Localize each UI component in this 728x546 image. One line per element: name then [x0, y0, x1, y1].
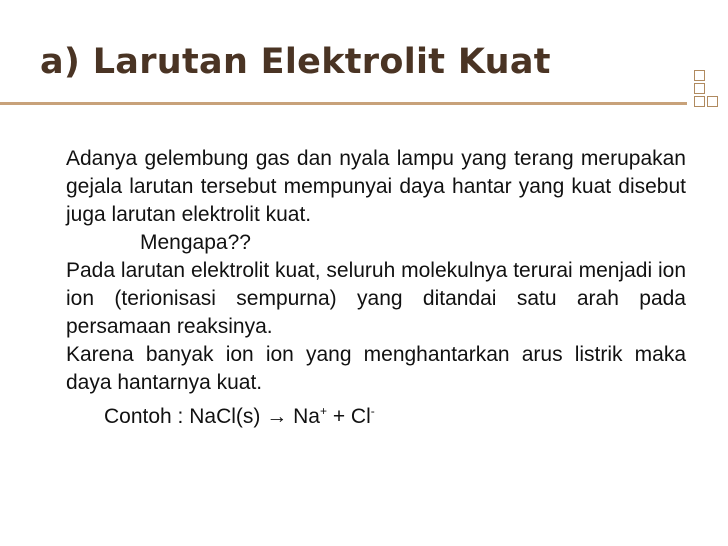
reaction-arrow: → [266, 405, 288, 428]
slide-title: a) Larutan Elektrolit Kuat [40, 42, 551, 82]
square-decoration [707, 96, 718, 107]
product-chloride: Cl [350, 405, 371, 428]
paragraph-description: Adanya gelembung gas dan nyala lampu yang terang merupakan gejala larutan tersebut mempunyai daya hantar yang kuat disebut juga larutan elektrolit kuat. [66, 147, 686, 226]
product-sodium: Na [293, 405, 320, 428]
paragraph-conclusion: Karena banyak ion ion yang menghantarkan arus listrik maka daya hantarnya kuat. [66, 343, 686, 394]
square-decoration [694, 83, 705, 94]
title-underline-bar [0, 102, 687, 105]
square-decoration [694, 70, 705, 81]
charge-positive: + [319, 404, 327, 418]
example-label: Contoh : [104, 405, 184, 428]
plus-sign: + [332, 405, 346, 428]
slide-body [66, 145, 686, 431]
square-decoration [694, 96, 705, 107]
charge-negative: - [370, 404, 375, 418]
reactant: NaCl(s) [189, 405, 261, 428]
paragraph-explanation: Pada larutan elektrolit kuat, seluruh molekulnya terurai menjadi ion ion (terionisasi sempurna) yang ditandai satu arah pada persamaan reaksinya. [66, 259, 686, 338]
question-text: Mengapa?? [140, 231, 251, 254]
decorative-squares [694, 70, 724, 110]
example-equation [66, 397, 686, 431]
